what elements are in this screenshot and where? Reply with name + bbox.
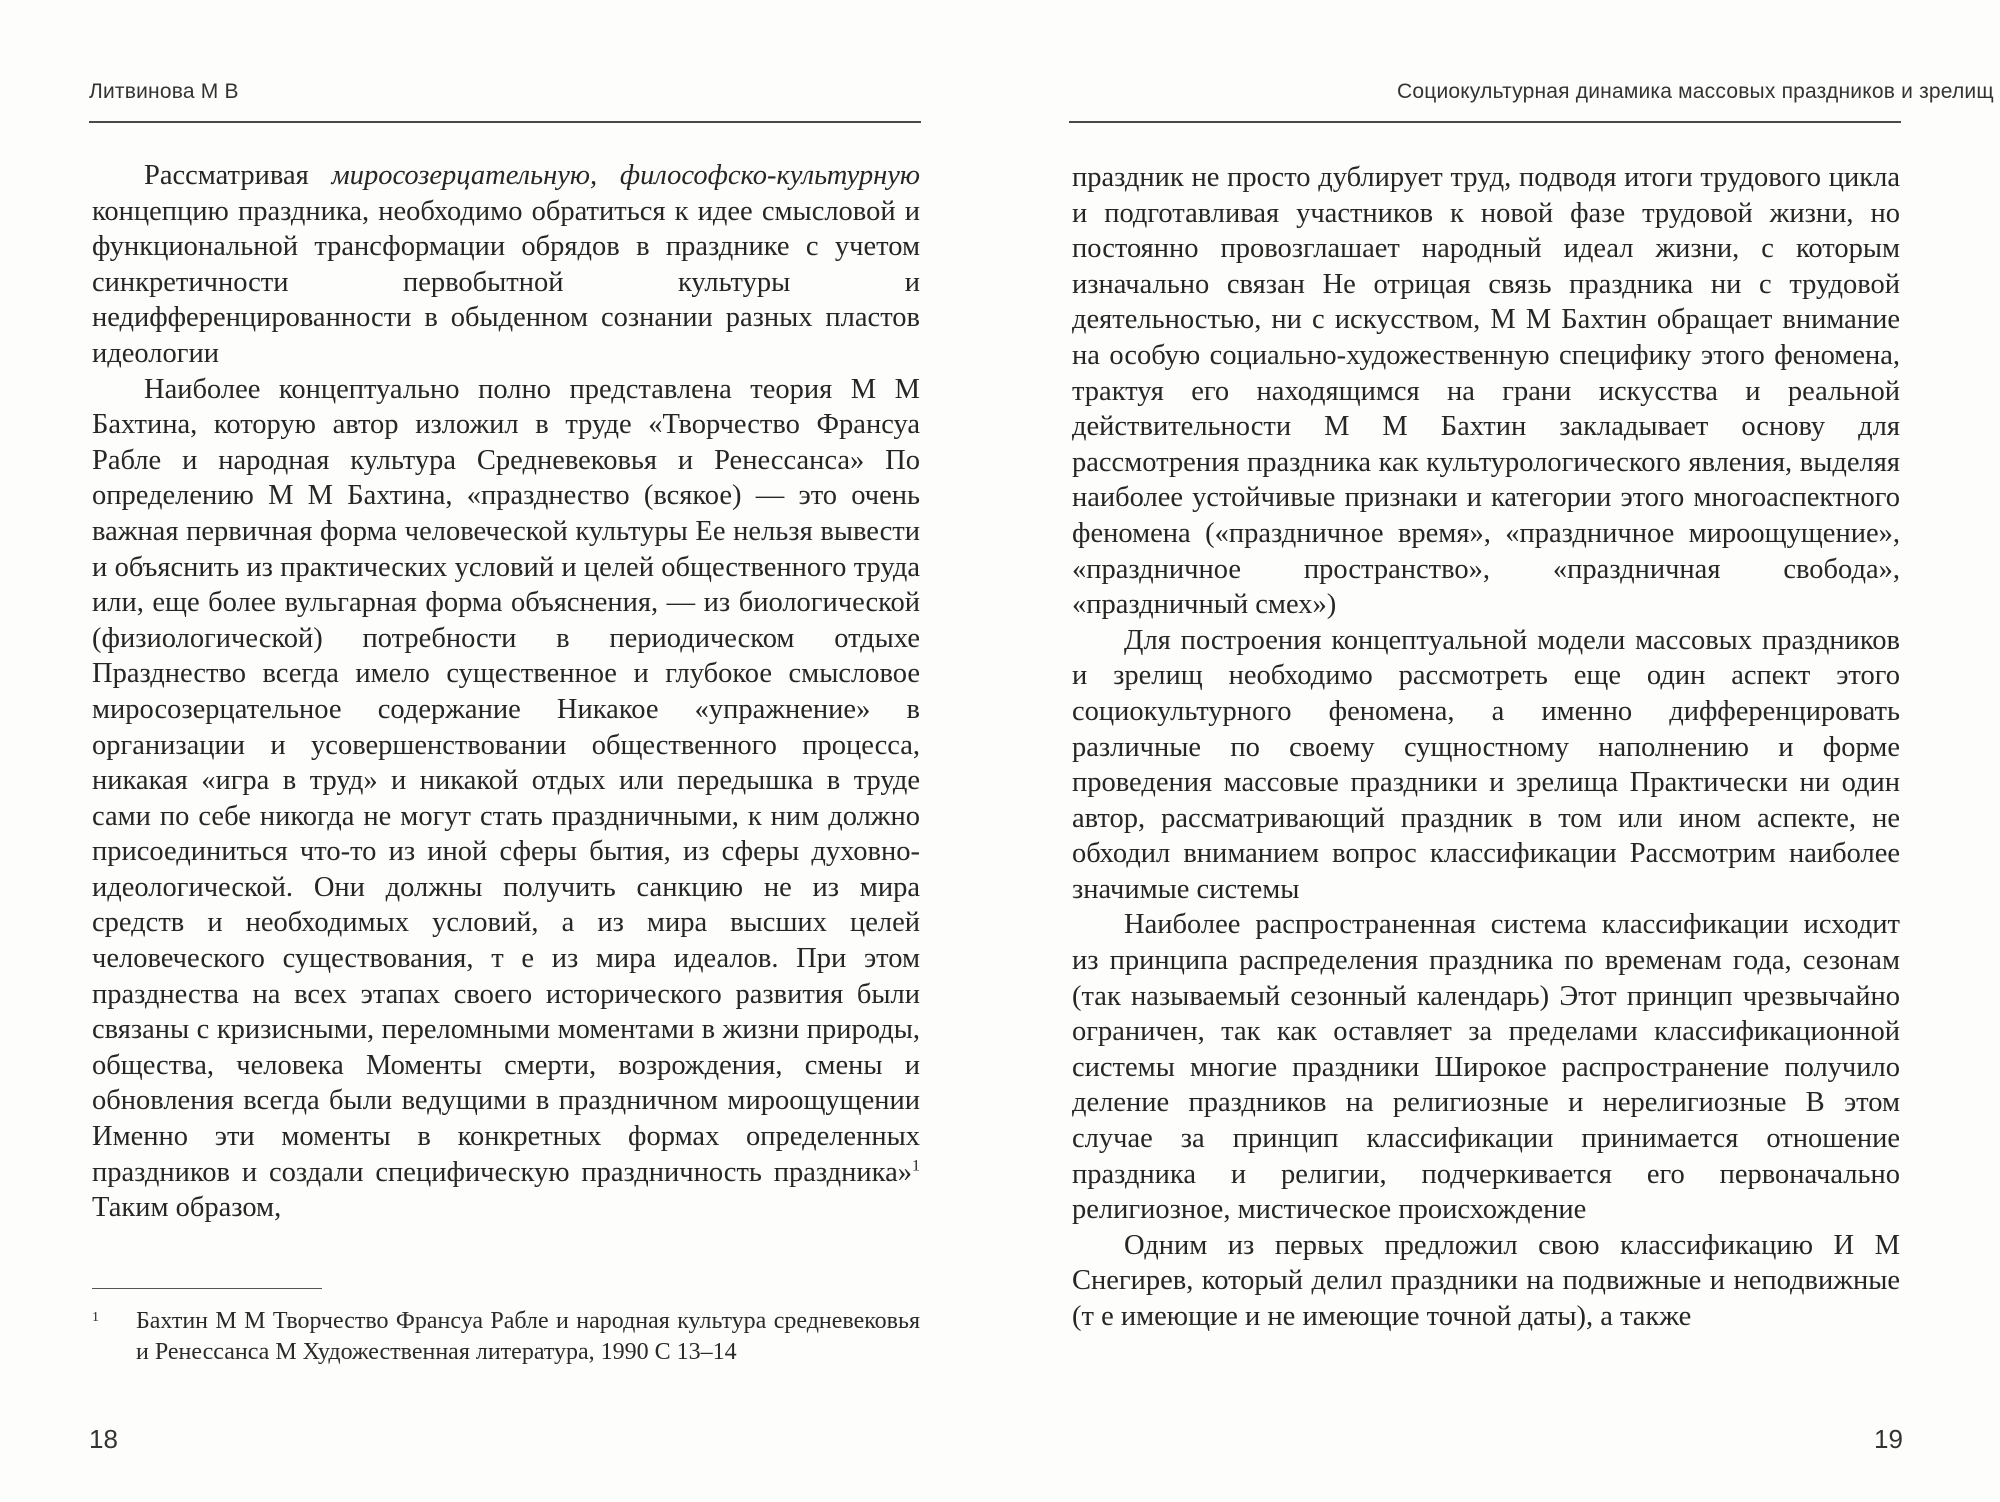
paragraph	[92, 372, 920, 1226]
paragraph: Наиболее распространенная система классификации исходит из принципа распределения праздника по временам года, сезонам (так называемый сезонный календарь) Этот принцип чрезвычайно ограничен, так как оставляет за пределами классификационной системы многие праздники Широкое распространение получило деление праздников на религиозные и нерелигиозные В этом случае за принцип классификации принимается отношение праздника и религии, подчеркивается его первоначально религиозное, мистическое происхождение	[1072, 909, 1900, 1226]
right-body-text	[1072, 160, 1900, 1335]
running-head-author: Литвинова М В	[89, 80, 239, 103]
header-rule	[1069, 121, 1901, 123]
paragraph-text: концепцию праздника, необходимо обратиться к идее смысловой и функциональной трансформации обрядов в празднике с учетом синкретичности первобытной культуры и недифференцированности в обыденном сознании разных пластов идеологии	[92, 195, 920, 369]
running-head-title: Социокультурная динамика массовых праздников и зрелищ	[1397, 80, 1994, 103]
italic-term: миросозерцательную, философско-культурную	[331, 160, 920, 191]
footnote	[92, 1306, 920, 1368]
header-rule	[89, 121, 921, 123]
footnote-mark: 1	[92, 1310, 99, 1325]
paragraph: Для построения концептуальной модели массовых праздников и зрелищ необходимо рассмотреть еще один аспект этого социокультурного феномена, а именно дифференцировать различные по своему сущностному наполнению и форме проведения массовые праздники и зрелища Практически ни один автор, рассматривающий праздник в том или ином аспекте, не обходил вниманием вопрос классификации Рассмотрим наиболее значимые системы	[1072, 624, 1900, 905]
footnote-text: Бахтин М М Творчество Франсуа Рабле и народная культура средневековья и Ренессанса М Художественная литература, 1990 С 13–14	[136, 1308, 920, 1365]
footnote-rule	[92, 1288, 322, 1289]
footnote-reference: 1	[912, 1157, 920, 1175]
paragraph	[92, 158, 920, 372]
page-number: 19	[1874, 1424, 1903, 1454]
page-number: 18	[89, 1424, 118, 1454]
right-page	[1000, 0, 2000, 1502]
paragraph: праздник не просто дублирует труд, подводя итоги трудового цикла и подготавливая участников к новой фазе трудовой жизни, но постоянно провозглашает народный идеал жизни, с которым изначально связан Не отрицая связь праздника ни с трудовой деятельностью, ни с искусством, М М Бахтин обращает внимание на особую социально-художественную специфику этого феномена, трактуя его находящимся на грани искусства и реальной действительности М М Бахтин закладывает основу для рассмотрения праздника как культурологического явления, выделяя наиболее устойчивые признаки и категории этого многоаспектного феномена («праздничное время», «праздничное мироощущение», «праздничное пространство», «праздничная свобода», «праздничный смех»)	[1072, 162, 1900, 621]
paragraph: Одним из первых предложил свою классификацию И М Снегирев, который делил праздники на подвижные и неподвижные (т е имеющие и не имеющие точной даты), а также	[1072, 1229, 1900, 1332]
paragraph-text: Таким образом,	[92, 1192, 282, 1224]
paragraph-text: Наиболее концептуально полно представлена теория М М Бахтина, которую автор изложил в труде «Творчество Франсуа Рабле и народная культура Средневековья и Ренессанса» По определению М М Бахтина, «празднество (всякое) — это очень важная первичная форма человеческой культуры Ее нельзя вывести и объяснить из практических условий и целей общественного труда или, еще более вульгарная форма объяснения, — из биологической (физиологической) потребности в периодическом отдыхе Празднество всегда имело существенное и глубокое смысловое миросозерцательное содержание Никакое «упражнение» в организации и усовершенствовании общественного процесса, никакая «игра в труд» и никакой отдых или передышка в труде сами по себе никогда не могут стать праздничными, к ним должно присоединиться что-то из иной сферы бытия, из сферы духовно-идеологической. Они должны получить санкцию не из мира средств и необходимых условий, а из мира высших целей человеческого существования, т е из мира идеалов. При этом празднества на всех этапах своего исторического развития были связаны с кризисными, переломными моментами в жизни природы, общества, человека Моменты смерти, возрождения, смены и обновления всегда были ведущими в праздничном мироощущении Именно эти моменты в конкретных формах определенных праздников и создали специфическую праздничность праздника»	[92, 373, 920, 1188]
left-body-text	[92, 158, 920, 1226]
paragraph-text: Рассматривая	[144, 160, 332, 191]
